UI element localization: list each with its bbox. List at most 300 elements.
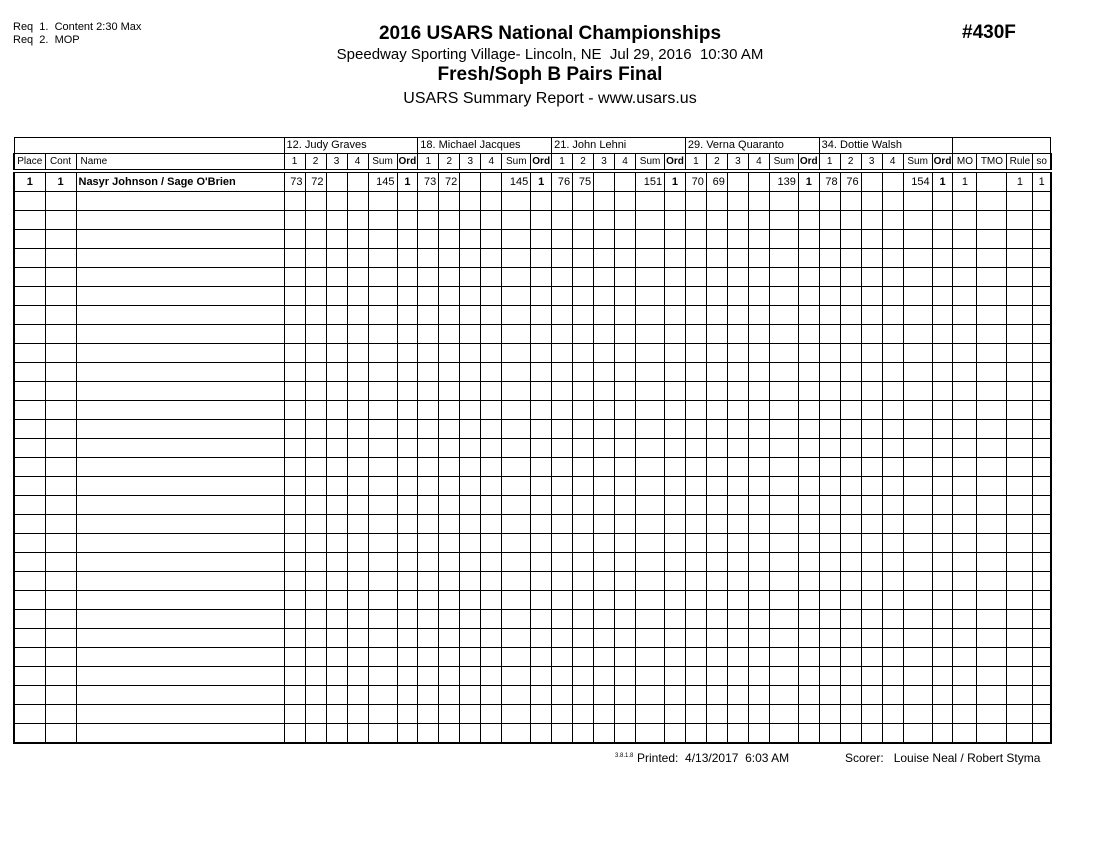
mark-cell bbox=[305, 610, 326, 629]
ord-cell bbox=[665, 477, 686, 496]
so-cell bbox=[1033, 496, 1051, 515]
sum-cell bbox=[769, 211, 798, 230]
ord-cell bbox=[665, 249, 686, 268]
mark-cell bbox=[573, 477, 594, 496]
mark-cell bbox=[326, 572, 347, 591]
mark-cell bbox=[727, 420, 748, 439]
place-cell bbox=[14, 610, 45, 629]
sum-cell bbox=[903, 420, 932, 439]
mark-cell bbox=[727, 363, 748, 382]
mark-cell bbox=[840, 325, 861, 344]
place-cell bbox=[14, 439, 45, 458]
sum-cell bbox=[636, 648, 665, 667]
mark-cell bbox=[861, 553, 882, 572]
mark-cell bbox=[552, 534, 573, 553]
mark-cell bbox=[326, 420, 347, 439]
mark-cell bbox=[439, 306, 460, 325]
ord-cell bbox=[397, 363, 418, 382]
rule-cell bbox=[1007, 344, 1033, 363]
sum-cell bbox=[636, 686, 665, 705]
ord-cell bbox=[397, 686, 418, 705]
mark-cell bbox=[573, 287, 594, 306]
ord-cell bbox=[531, 363, 552, 382]
mark-header-cell: 3 bbox=[460, 154, 481, 172]
mark-cell bbox=[418, 249, 439, 268]
rule-cell bbox=[1007, 629, 1033, 648]
mark-cell bbox=[326, 268, 347, 287]
mark-cell bbox=[439, 534, 460, 553]
tmo-cell bbox=[977, 325, 1007, 344]
mark-cell bbox=[748, 171, 769, 192]
mark-cell bbox=[615, 249, 636, 268]
rule-header-cell: Rule bbox=[1007, 154, 1033, 172]
cont-cell bbox=[45, 686, 76, 705]
mark-cell bbox=[727, 171, 748, 192]
mark-cell bbox=[615, 610, 636, 629]
ord-cell bbox=[531, 420, 552, 439]
mark-cell bbox=[840, 667, 861, 686]
name-cell bbox=[76, 553, 284, 572]
sum-cell bbox=[636, 496, 665, 515]
sum-cell bbox=[502, 496, 531, 515]
mark-cell bbox=[481, 477, 502, 496]
name-cell bbox=[76, 648, 284, 667]
mark-cell bbox=[748, 477, 769, 496]
mark-cell bbox=[460, 382, 481, 401]
name-cell bbox=[76, 344, 284, 363]
sum-cell bbox=[368, 629, 397, 648]
mark-cell bbox=[460, 306, 481, 325]
cont-cell bbox=[45, 534, 76, 553]
rule-cell bbox=[1007, 382, 1033, 401]
mark-cell bbox=[727, 192, 748, 211]
mark-cell bbox=[727, 325, 748, 344]
mark-cell bbox=[481, 591, 502, 610]
mark-cell bbox=[347, 363, 368, 382]
ord-cell bbox=[397, 572, 418, 591]
mark-cell bbox=[481, 401, 502, 420]
mark-cell bbox=[685, 344, 706, 363]
competitor-row bbox=[14, 171, 1051, 192]
sum-cell bbox=[636, 610, 665, 629]
mark-cell bbox=[819, 591, 840, 610]
mark-cell bbox=[819, 610, 840, 629]
mark-cell bbox=[594, 724, 615, 744]
mark-cell bbox=[727, 629, 748, 648]
ord-cell bbox=[798, 287, 819, 306]
ord-cell bbox=[798, 686, 819, 705]
mark-cell bbox=[882, 287, 903, 306]
mark-cell bbox=[439, 192, 460, 211]
ord-cell bbox=[665, 230, 686, 249]
mark-cell bbox=[460, 496, 481, 515]
mark-header-cell: 1 bbox=[284, 154, 305, 172]
mark-cell bbox=[882, 439, 903, 458]
mark-cell bbox=[615, 420, 636, 439]
mark-cell bbox=[727, 534, 748, 553]
mark-cell bbox=[284, 344, 305, 363]
mark-cell bbox=[418, 629, 439, 648]
sum-cell bbox=[769, 629, 798, 648]
mark-cell bbox=[552, 591, 573, 610]
mo-cell bbox=[953, 515, 977, 534]
mark-header-cell: 1 bbox=[685, 154, 706, 172]
mark-cell bbox=[284, 458, 305, 477]
mark-cell bbox=[727, 591, 748, 610]
ord-cell bbox=[531, 401, 552, 420]
ord-cell bbox=[798, 572, 819, 591]
name-cell bbox=[76, 287, 284, 306]
sum-cell bbox=[903, 724, 932, 744]
sum-cell bbox=[636, 591, 665, 610]
mark-cell bbox=[840, 230, 861, 249]
mark-cell bbox=[861, 382, 882, 401]
mo-cell bbox=[953, 325, 977, 344]
rule-cell bbox=[1007, 306, 1033, 325]
ord-cell bbox=[665, 344, 686, 363]
mark-cell bbox=[706, 477, 727, 496]
rule-cell bbox=[1007, 572, 1033, 591]
sum-cell bbox=[502, 458, 531, 477]
place-cell bbox=[14, 648, 45, 667]
mark-cell bbox=[727, 724, 748, 744]
ord-cell bbox=[798, 534, 819, 553]
place-cell bbox=[14, 230, 45, 249]
name-cell bbox=[76, 268, 284, 287]
place-cell bbox=[14, 268, 45, 287]
mo-cell bbox=[953, 401, 977, 420]
mark-cell bbox=[727, 648, 748, 667]
mark-cell bbox=[573, 705, 594, 724]
mark-cell bbox=[418, 572, 439, 591]
mark-cell bbox=[840, 591, 861, 610]
mark-cell bbox=[305, 420, 326, 439]
mark-cell bbox=[615, 534, 636, 553]
mark-cell bbox=[882, 686, 903, 705]
sum-cell bbox=[903, 192, 932, 211]
mark-cell bbox=[326, 496, 347, 515]
mark-cell bbox=[685, 268, 706, 287]
empty-row bbox=[14, 515, 1051, 534]
mark-cell bbox=[727, 705, 748, 724]
mark-cell bbox=[819, 515, 840, 534]
mark-cell bbox=[882, 458, 903, 477]
place-cell bbox=[14, 667, 45, 686]
empty-row bbox=[14, 287, 1051, 306]
mark-cell bbox=[481, 572, 502, 591]
sum-cell bbox=[368, 325, 397, 344]
sum-cell bbox=[769, 192, 798, 211]
sum-cell bbox=[502, 401, 531, 420]
mark-cell bbox=[594, 230, 615, 249]
mo-cell bbox=[953, 572, 977, 591]
mark-cell bbox=[594, 268, 615, 287]
name-cell bbox=[76, 477, 284, 496]
place-cell bbox=[14, 344, 45, 363]
rule-cell bbox=[1007, 496, 1033, 515]
mark-cell bbox=[727, 515, 748, 534]
ord-cell bbox=[932, 287, 953, 306]
mark-cell bbox=[594, 287, 615, 306]
sum-cell bbox=[903, 572, 932, 591]
mark-cell bbox=[460, 458, 481, 477]
mo-cell bbox=[953, 211, 977, 230]
sum-cell bbox=[502, 572, 531, 591]
mark-cell bbox=[685, 211, 706, 230]
mo-cell: 1 bbox=[953, 171, 977, 192]
judge-name-cell: 34. Dottie Walsh bbox=[819, 138, 953, 154]
mark-cell bbox=[347, 572, 368, 591]
scorer-label: Scorer: bbox=[845, 751, 884, 765]
empty-row bbox=[14, 705, 1051, 724]
rule-cell bbox=[1007, 211, 1033, 230]
mark-cell bbox=[552, 667, 573, 686]
mark-cell bbox=[882, 496, 903, 515]
mark-cell bbox=[481, 192, 502, 211]
ord-cell bbox=[932, 515, 953, 534]
mark-cell bbox=[840, 705, 861, 724]
mark-cell bbox=[573, 382, 594, 401]
mark-cell bbox=[284, 401, 305, 420]
mark-cell bbox=[347, 268, 368, 287]
mark-cell bbox=[439, 553, 460, 572]
sum-cell bbox=[636, 667, 665, 686]
ord-cell bbox=[665, 610, 686, 629]
mark-cell bbox=[594, 705, 615, 724]
mark-cell bbox=[861, 458, 882, 477]
cont-cell bbox=[45, 192, 76, 211]
ord-cell bbox=[531, 382, 552, 401]
ord-cell bbox=[798, 211, 819, 230]
place-cell: 1 bbox=[14, 171, 45, 192]
cont-cell bbox=[45, 439, 76, 458]
empty-row bbox=[14, 382, 1051, 401]
ord-cell bbox=[932, 553, 953, 572]
mark-cell bbox=[552, 287, 573, 306]
mark-cell bbox=[418, 724, 439, 744]
mark-cell bbox=[685, 496, 706, 515]
ord-cell bbox=[932, 648, 953, 667]
mark-cell bbox=[615, 306, 636, 325]
mark-cell bbox=[460, 211, 481, 230]
mark-cell bbox=[819, 629, 840, 648]
tmo-cell bbox=[977, 724, 1007, 744]
ord-cell bbox=[665, 382, 686, 401]
mark-cell bbox=[439, 211, 460, 230]
mark-cell bbox=[305, 382, 326, 401]
mark-cell bbox=[460, 591, 481, 610]
mark-cell bbox=[305, 724, 326, 744]
mark-cell bbox=[573, 724, 594, 744]
mark-header-cell: 4 bbox=[882, 154, 903, 172]
ord-cell bbox=[798, 724, 819, 744]
mark-cell bbox=[748, 648, 769, 667]
mark-cell bbox=[481, 610, 502, 629]
mark-cell bbox=[615, 230, 636, 249]
mark-cell bbox=[840, 344, 861, 363]
mark-cell bbox=[840, 477, 861, 496]
place-cell bbox=[14, 306, 45, 325]
ord-header-cell: Ord bbox=[932, 154, 953, 172]
cont-cell bbox=[45, 591, 76, 610]
mark-cell bbox=[706, 382, 727, 401]
mark-cell bbox=[284, 515, 305, 534]
mark-cell bbox=[481, 249, 502, 268]
mark-cell bbox=[481, 171, 502, 192]
sum-cell bbox=[368, 496, 397, 515]
ord-cell bbox=[665, 515, 686, 534]
sum-cell bbox=[903, 610, 932, 629]
mark-cell bbox=[305, 249, 326, 268]
name-cell bbox=[76, 705, 284, 724]
mo-cell bbox=[953, 344, 977, 363]
ord-cell bbox=[798, 610, 819, 629]
ord-cell bbox=[531, 230, 552, 249]
mark-cell bbox=[861, 724, 882, 744]
mark-cell bbox=[552, 610, 573, 629]
mark-cell bbox=[326, 591, 347, 610]
judge-name-cell: 29. Verna Quaranto bbox=[685, 138, 819, 154]
tmo-cell bbox=[977, 306, 1007, 325]
mark-cell bbox=[819, 325, 840, 344]
mark-cell bbox=[685, 230, 706, 249]
mark-cell bbox=[819, 287, 840, 306]
tmo-cell bbox=[977, 534, 1007, 553]
printed-value: 4/13/2017 6:03 AM bbox=[685, 751, 790, 765]
mark-cell bbox=[840, 249, 861, 268]
place-cell bbox=[14, 249, 45, 268]
empty-row bbox=[14, 591, 1051, 610]
ord-cell bbox=[932, 667, 953, 686]
mark-cell bbox=[284, 230, 305, 249]
mark-cell bbox=[840, 420, 861, 439]
column-header-row bbox=[14, 154, 1051, 172]
mark-cell bbox=[840, 610, 861, 629]
name-cell bbox=[76, 306, 284, 325]
mark-cell bbox=[861, 211, 882, 230]
mark-cell bbox=[347, 667, 368, 686]
sum-cell bbox=[769, 420, 798, 439]
mark-cell bbox=[706, 572, 727, 591]
mark-cell bbox=[481, 363, 502, 382]
mark-cell bbox=[418, 382, 439, 401]
name-cell bbox=[76, 420, 284, 439]
sum-cell bbox=[903, 534, 932, 553]
cont-cell bbox=[45, 287, 76, 306]
mo-cell bbox=[953, 629, 977, 648]
sum-cell bbox=[769, 344, 798, 363]
mark-cell bbox=[727, 306, 748, 325]
mark-cell bbox=[481, 515, 502, 534]
ord-cell bbox=[397, 629, 418, 648]
mark-cell bbox=[840, 534, 861, 553]
empty-row bbox=[14, 306, 1051, 325]
sum-cell bbox=[769, 287, 798, 306]
mark-cell bbox=[460, 171, 481, 192]
mark-cell bbox=[840, 382, 861, 401]
mark-cell bbox=[727, 439, 748, 458]
sum-header-cell: Sum bbox=[769, 154, 798, 172]
mark-cell bbox=[573, 249, 594, 268]
sum-cell bbox=[502, 439, 531, 458]
mark-cell bbox=[460, 439, 481, 458]
sum-cell bbox=[769, 230, 798, 249]
mark-cell bbox=[727, 344, 748, 363]
sum-cell bbox=[368, 724, 397, 744]
cont-cell: 1 bbox=[45, 171, 76, 192]
mark-header-cell: 1 bbox=[819, 154, 840, 172]
ord-cell bbox=[397, 344, 418, 363]
mark-cell bbox=[347, 477, 368, 496]
cont-cell bbox=[45, 610, 76, 629]
mark-cell bbox=[347, 171, 368, 192]
ord-cell bbox=[932, 230, 953, 249]
mark-cell bbox=[882, 591, 903, 610]
tmo-cell bbox=[977, 591, 1007, 610]
ord-cell bbox=[531, 344, 552, 363]
sum-cell bbox=[368, 192, 397, 211]
so-cell bbox=[1033, 382, 1051, 401]
sum-cell bbox=[368, 420, 397, 439]
mark-cell bbox=[284, 629, 305, 648]
mark-cell bbox=[573, 591, 594, 610]
mark-cell bbox=[326, 249, 347, 268]
ord-cell bbox=[531, 629, 552, 648]
sum-cell bbox=[636, 230, 665, 249]
mark-cell bbox=[706, 230, 727, 249]
tmo-cell bbox=[977, 171, 1007, 192]
mark-header-cell: 3 bbox=[861, 154, 882, 172]
mark-cell bbox=[861, 420, 882, 439]
mark-cell bbox=[552, 724, 573, 744]
mark-cell bbox=[594, 686, 615, 705]
ord-cell bbox=[397, 458, 418, 477]
ord-cell bbox=[665, 534, 686, 553]
ord-cell bbox=[665, 553, 686, 572]
mark-cell bbox=[305, 572, 326, 591]
mark-cell bbox=[439, 686, 460, 705]
report-title: USARS Summary Report - www.usars.us bbox=[403, 90, 697, 107]
mark-cell bbox=[727, 458, 748, 477]
mark-cell bbox=[573, 211, 594, 230]
mark-cell bbox=[347, 439, 368, 458]
mark-cell bbox=[882, 610, 903, 629]
sum-cell bbox=[769, 515, 798, 534]
mark-cell bbox=[615, 439, 636, 458]
mark-cell bbox=[727, 477, 748, 496]
sum-cell bbox=[636, 192, 665, 211]
mark-cell bbox=[481, 496, 502, 515]
mark-cell bbox=[305, 686, 326, 705]
sum-cell bbox=[368, 439, 397, 458]
empty-row bbox=[14, 648, 1051, 667]
rule-cell bbox=[1007, 534, 1033, 553]
sum-cell bbox=[502, 534, 531, 553]
mark-cell bbox=[552, 458, 573, 477]
ord-cell bbox=[665, 458, 686, 477]
summary-table-container bbox=[13, 137, 1052, 744]
mark-cell bbox=[882, 211, 903, 230]
sum-cell bbox=[903, 382, 932, 401]
sum-cell bbox=[636, 534, 665, 553]
so-cell bbox=[1033, 667, 1051, 686]
mark-cell bbox=[552, 629, 573, 648]
ord-cell bbox=[665, 420, 686, 439]
mark-header-cell: 3 bbox=[727, 154, 748, 172]
mo-cell bbox=[953, 591, 977, 610]
mark-cell bbox=[706, 724, 727, 744]
ord-cell bbox=[798, 439, 819, 458]
